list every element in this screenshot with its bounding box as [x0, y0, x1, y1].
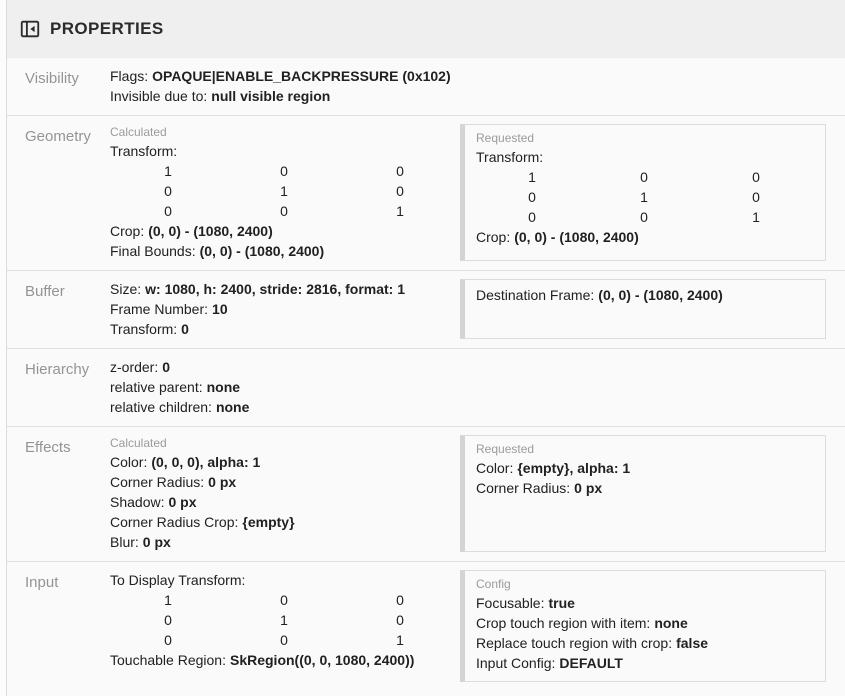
property-row: [476, 653, 814, 673]
property-key: Replace touch region with crop:: [476, 635, 673, 651]
section-effects: [7, 426, 845, 561]
section-label-input: Input: [25, 574, 59, 591]
sections-list: [7, 58, 845, 696]
property-row: [476, 633, 814, 653]
property-key: relative parent:: [110, 379, 203, 395]
property-row: [110, 299, 460, 319]
property-value: {empty}: [242, 514, 295, 530]
property-row: [110, 472, 460, 492]
property-key: Destination Frame:: [476, 287, 595, 303]
property-value: 0: [162, 359, 171, 375]
effects-requested-box-wrap: [460, 435, 826, 552]
property-value: w: 1080, h: 2400, stride: 2816, format: 1: [145, 281, 406, 297]
property-row: [110, 141, 460, 161]
matrix-cell: 1: [280, 183, 288, 199]
property-value: (0, 0) - (1080, 2400): [514, 229, 639, 245]
geometry-requested-box-wrap: [460, 124, 826, 261]
section-label-visibility: Visibility: [25, 70, 79, 87]
property-key: Invisible due to:: [110, 88, 208, 104]
input-content: [110, 570, 460, 682]
matrix-cell: 0: [164, 612, 172, 628]
property-key: Transform:: [110, 143, 178, 159]
property-row: [476, 147, 814, 167]
property-value: false: [676, 635, 709, 651]
matrix-cell: 0: [280, 632, 288, 648]
input-config-box-wrap: [460, 570, 826, 682]
matrix-cell: 0: [752, 189, 760, 205]
matrix-cell: 0: [280, 163, 288, 179]
property-row: [476, 478, 814, 498]
property-key: Size:: [110, 281, 142, 297]
property-value: (0, 0) - (1080, 2400): [598, 287, 723, 303]
property-row: [110, 241, 460, 261]
property-value: (0, 0) - (1080, 2400): [199, 243, 325, 259]
matrix-cell: 1: [164, 163, 172, 179]
property-value: 0: [181, 321, 189, 337]
property-key: Corner Radius Crop:: [110, 514, 239, 530]
property-value: none: [215, 399, 250, 415]
matrix-cell: 0: [280, 203, 288, 219]
matrix-cell: 1: [164, 592, 172, 608]
property-key: Shadow:: [110, 494, 165, 510]
property-row: [476, 593, 814, 613]
property-row: [110, 66, 460, 86]
group-label-config: Config: [476, 577, 511, 591]
matrix-cell: 0: [396, 592, 404, 608]
property-value: 0 px: [208, 474, 237, 490]
property-key: Color:: [110, 454, 148, 470]
matrix-cell: 0: [752, 169, 760, 185]
property-value: null visible region: [211, 88, 331, 104]
property-key: Corner Radius:: [476, 480, 571, 496]
property-row: [110, 452, 460, 472]
matrix-cell: 0: [396, 612, 404, 628]
matrix-cell: 0: [396, 183, 404, 199]
property-key: To Display Transform:: [110, 572, 246, 588]
property-key: Flags:: [110, 68, 149, 84]
hierarchy-content: [110, 357, 460, 417]
property-value: DEFAULT: [559, 655, 623, 671]
property-row: [110, 377, 460, 397]
buffer-requested-box-wrap: [460, 279, 826, 339]
matrix-cell: 0: [164, 203, 172, 219]
property-key: Crop touch region with item:: [476, 615, 651, 631]
property-key: Touchable Region:: [110, 652, 226, 668]
properties-header: [7, 0, 845, 58]
transform-matrix: [110, 161, 460, 221]
property-value: OPAQUE|ENABLE_BACKPRESSURE (0x102): [152, 68, 451, 84]
matrix-cell: 0: [640, 209, 648, 225]
property-key: Final Bounds:: [110, 243, 196, 259]
matrix-cell: 1: [396, 203, 404, 219]
property-row: [110, 319, 460, 339]
transform-matrix: [110, 590, 460, 650]
matrix-cell: 1: [640, 189, 648, 205]
property-value: 10: [212, 301, 228, 317]
section-hierarchy: [7, 348, 845, 426]
property-row: [110, 279, 460, 299]
property-value: 0 px: [574, 480, 603, 496]
matrix-cell: 0: [164, 632, 172, 648]
property-row: [110, 357, 460, 377]
buffer-content: [110, 279, 460, 339]
property-key: Frame Number:: [110, 301, 209, 317]
group-label-requested: Requested: [476, 442, 535, 456]
section-buffer: [7, 270, 845, 348]
property-row: [110, 512, 460, 532]
matrix-cell: 0: [164, 183, 172, 199]
group-label-calculated: Calculated: [110, 125, 167, 139]
matrix-cell: 1: [396, 632, 404, 648]
property-value: 0 px: [168, 494, 197, 510]
matrix-cell: 1: [752, 209, 760, 225]
property-value: {empty}, alpha: 1: [517, 460, 631, 476]
property-key: Transform:: [476, 149, 544, 165]
matrix-cell: 0: [528, 209, 536, 225]
group-label-requested: Requested: [476, 131, 535, 145]
panel-resize-divider[interactable]: [0, 0, 7, 696]
section-visibility: [7, 58, 845, 115]
section-label-hierarchy: Hierarchy: [25, 361, 90, 378]
left-panel-close-icon[interactable]: [19, 18, 41, 40]
transform-matrix: [476, 167, 814, 227]
property-value: (0, 0) - (1080, 2400): [148, 223, 273, 239]
config-box: [460, 570, 826, 682]
effects-calculated-content: [110, 435, 460, 552]
property-value: (0, 0, 0), alpha: 1: [151, 454, 261, 470]
section-geometry: [7, 115, 845, 270]
property-row: [476, 458, 814, 478]
property-row: [110, 532, 460, 552]
property-key: Blur:: [110, 534, 139, 550]
property-key: Crop:: [110, 223, 145, 239]
group-label-calculated: Calculated: [110, 436, 167, 450]
property-row: [110, 570, 460, 590]
property-row: [110, 397, 460, 417]
matrix-cell: 1: [280, 612, 288, 628]
property-value: SkRegion((0, 0, 1080, 2400)): [229, 652, 415, 668]
visibility-content: [110, 66, 460, 106]
property-row: [110, 492, 460, 512]
section-label-geometry: Geometry: [25, 128, 91, 145]
matrix-cell: 0: [280, 592, 288, 608]
requested-box: [460, 279, 826, 339]
properties-panel-body: [7, 0, 845, 696]
property-key: Corner Radius:: [110, 474, 205, 490]
matrix-cell: 0: [396, 163, 404, 179]
matrix-cell: 0: [528, 189, 536, 205]
property-value: none: [654, 615, 688, 631]
matrix-cell: 1: [528, 169, 536, 185]
property-row: [110, 86, 460, 106]
property-row: [476, 285, 814, 305]
property-key: Transform:: [110, 321, 178, 337]
property-key: Crop:: [476, 229, 511, 245]
property-value: true: [548, 595, 575, 611]
property-key: Focusable:: [476, 595, 545, 611]
property-row: [110, 650, 460, 670]
property-key: Color:: [476, 460, 514, 476]
panel-title: PROPERTIES: [50, 19, 164, 38]
section-label-effects: Effects: [25, 439, 71, 456]
property-row: [110, 221, 460, 241]
property-value: 0 px: [142, 534, 171, 550]
requested-box: [460, 124, 826, 261]
property-value: none: [206, 379, 241, 395]
property-key: Input Config:: [476, 655, 556, 671]
section-input: [7, 561, 845, 691]
property-key: relative children:: [110, 399, 212, 415]
property-row: [476, 227, 814, 247]
geometry-calculated-content: [110, 124, 460, 261]
matrix-cell: 0: [640, 169, 648, 185]
requested-box: [460, 435, 826, 552]
property-key: z-order:: [110, 359, 159, 375]
property-row: [476, 613, 814, 633]
section-label-buffer: Buffer: [25, 283, 65, 300]
